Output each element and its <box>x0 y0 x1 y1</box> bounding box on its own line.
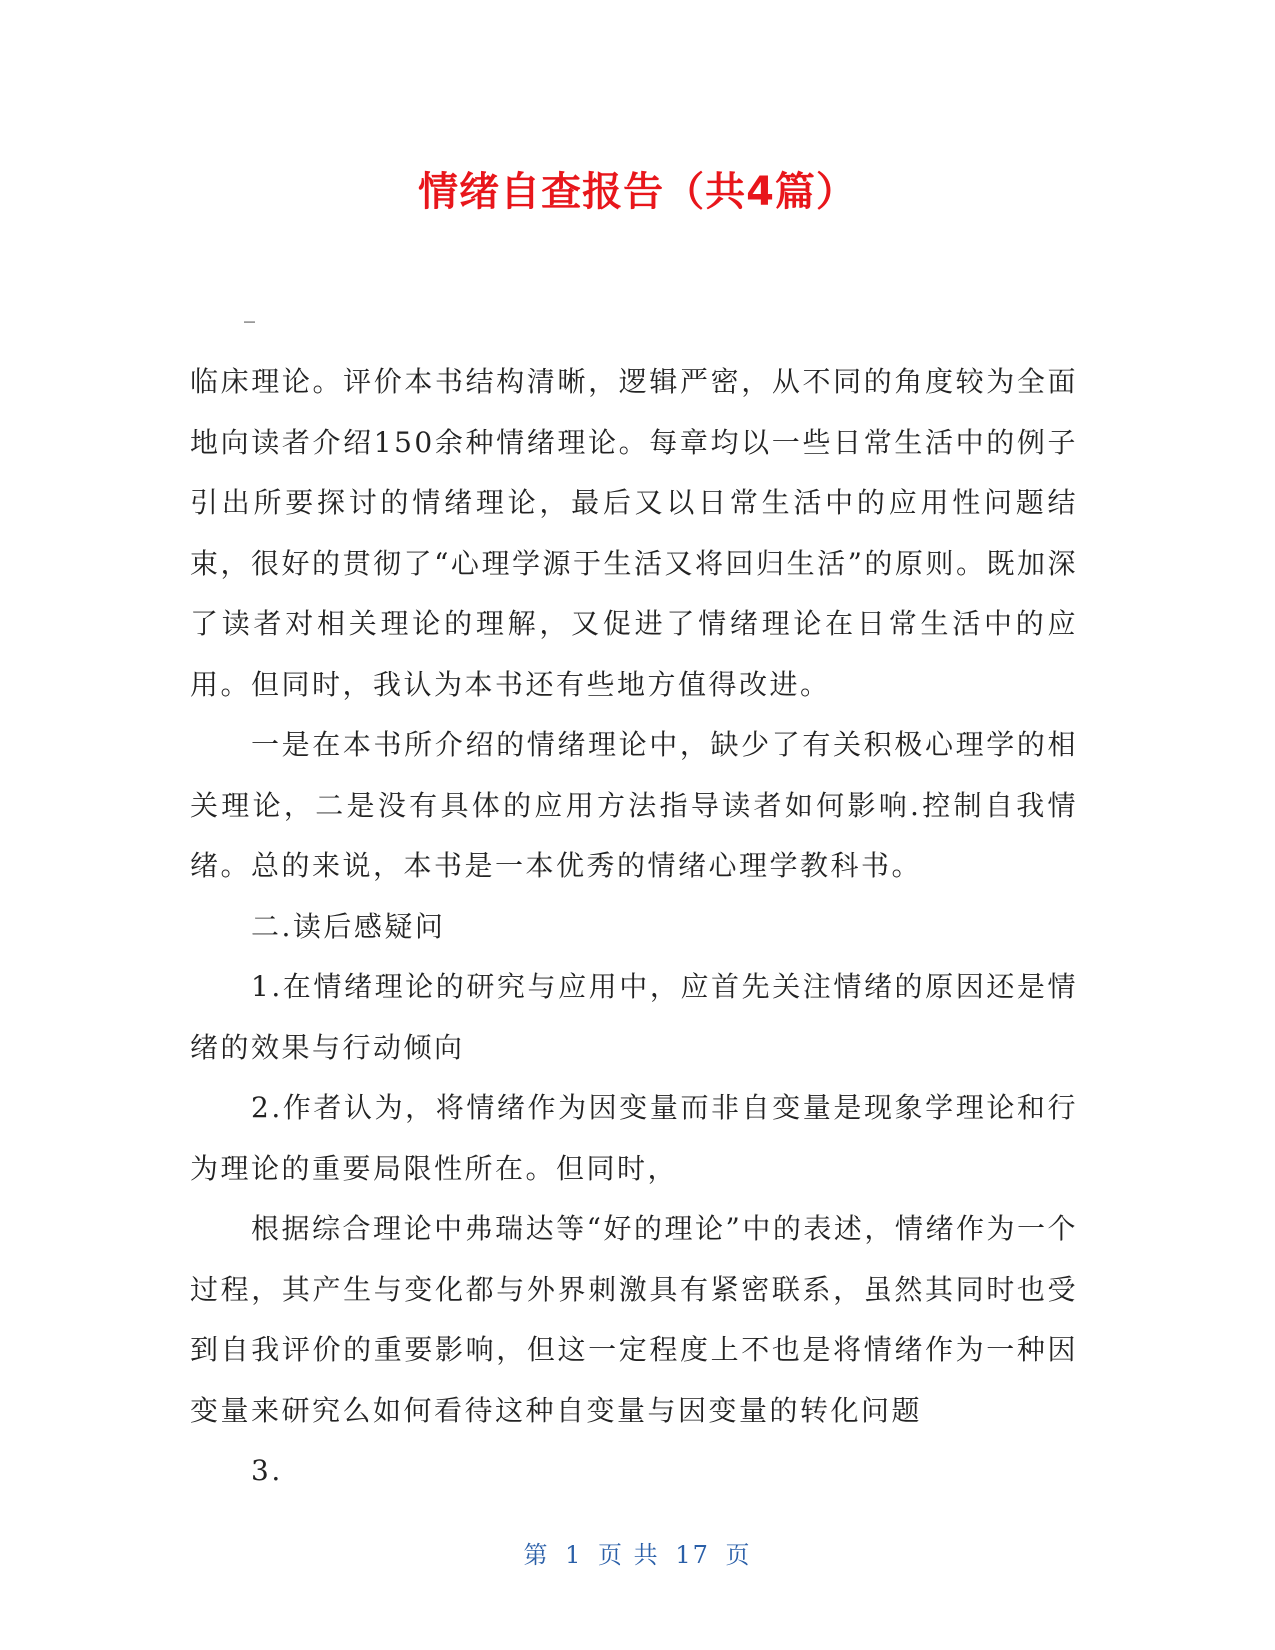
footer-current-page: 1 <box>565 1541 583 1569</box>
page-footer <box>0 1538 1275 1572</box>
document-body <box>190 352 1078 1502</box>
paragraph-book-review: 临床理论。评价本书结构清晰，逻辑严密，从不同的角度较为全面地向读者介绍150余种情绪理论。每章均以一些日常生活中的例子引出所要探讨的情绪理论，最后又以日常生活中的应用性问题结束，很好的贯彻了“心理学源于生活又将回归生活”的原则。既加深了读者对相关理论的理解，又促进了情绪理论在日常生活中的应用。但同时，我认为本书还有些地方值得改进。 <box>190 365 1078 701</box>
section-heading-questions: 二.读后感疑问 <box>251 909 446 943</box>
footer-middle: 页 共 <box>598 1541 660 1569</box>
footer-suffix: 页 <box>725 1541 752 1569</box>
footer-prefix: 第 <box>523 1541 550 1569</box>
question-2-continuation: 根据综合理论中弗瑞达等“好的理论”中的表述，情绪作为一个过程，其产生与变化都与外界刺激具有紧密联系，虽然其同时也受到自我评价的重要影响，但这一定程度上不也是将情绪作为一种因变量来研究么如何看待这种自变量与因变量的转化问题 <box>190 1212 1078 1427</box>
question-1: 1.在情绪理论的研究与应用中，应首先关注情绪的原因还是情绪的效果与行动倾向 <box>190 970 1078 1064</box>
question-2: 2.作者认为，将情绪作为因变量而非自变量是现象学理论和行为理论的重要局限性所在。但同时， <box>190 1091 1078 1185</box>
paragraph-shortcomings: 一是在本书所介绍的情绪理论中，缺少了有关积极心理学的相关理论，二是没有具体的应用方法指导读者如何影响.控制自我情绪。总的来说，本书是一本优秀的情绪心理学教科书。 <box>190 728 1078 882</box>
footer-total-pages: 17 <box>675 1541 710 1569</box>
document-title: 情绪自查报告（共4篇） <box>418 169 857 215</box>
question-3: 3. <box>251 1454 283 1487</box>
section-marker: _ <box>244 298 255 323</box>
